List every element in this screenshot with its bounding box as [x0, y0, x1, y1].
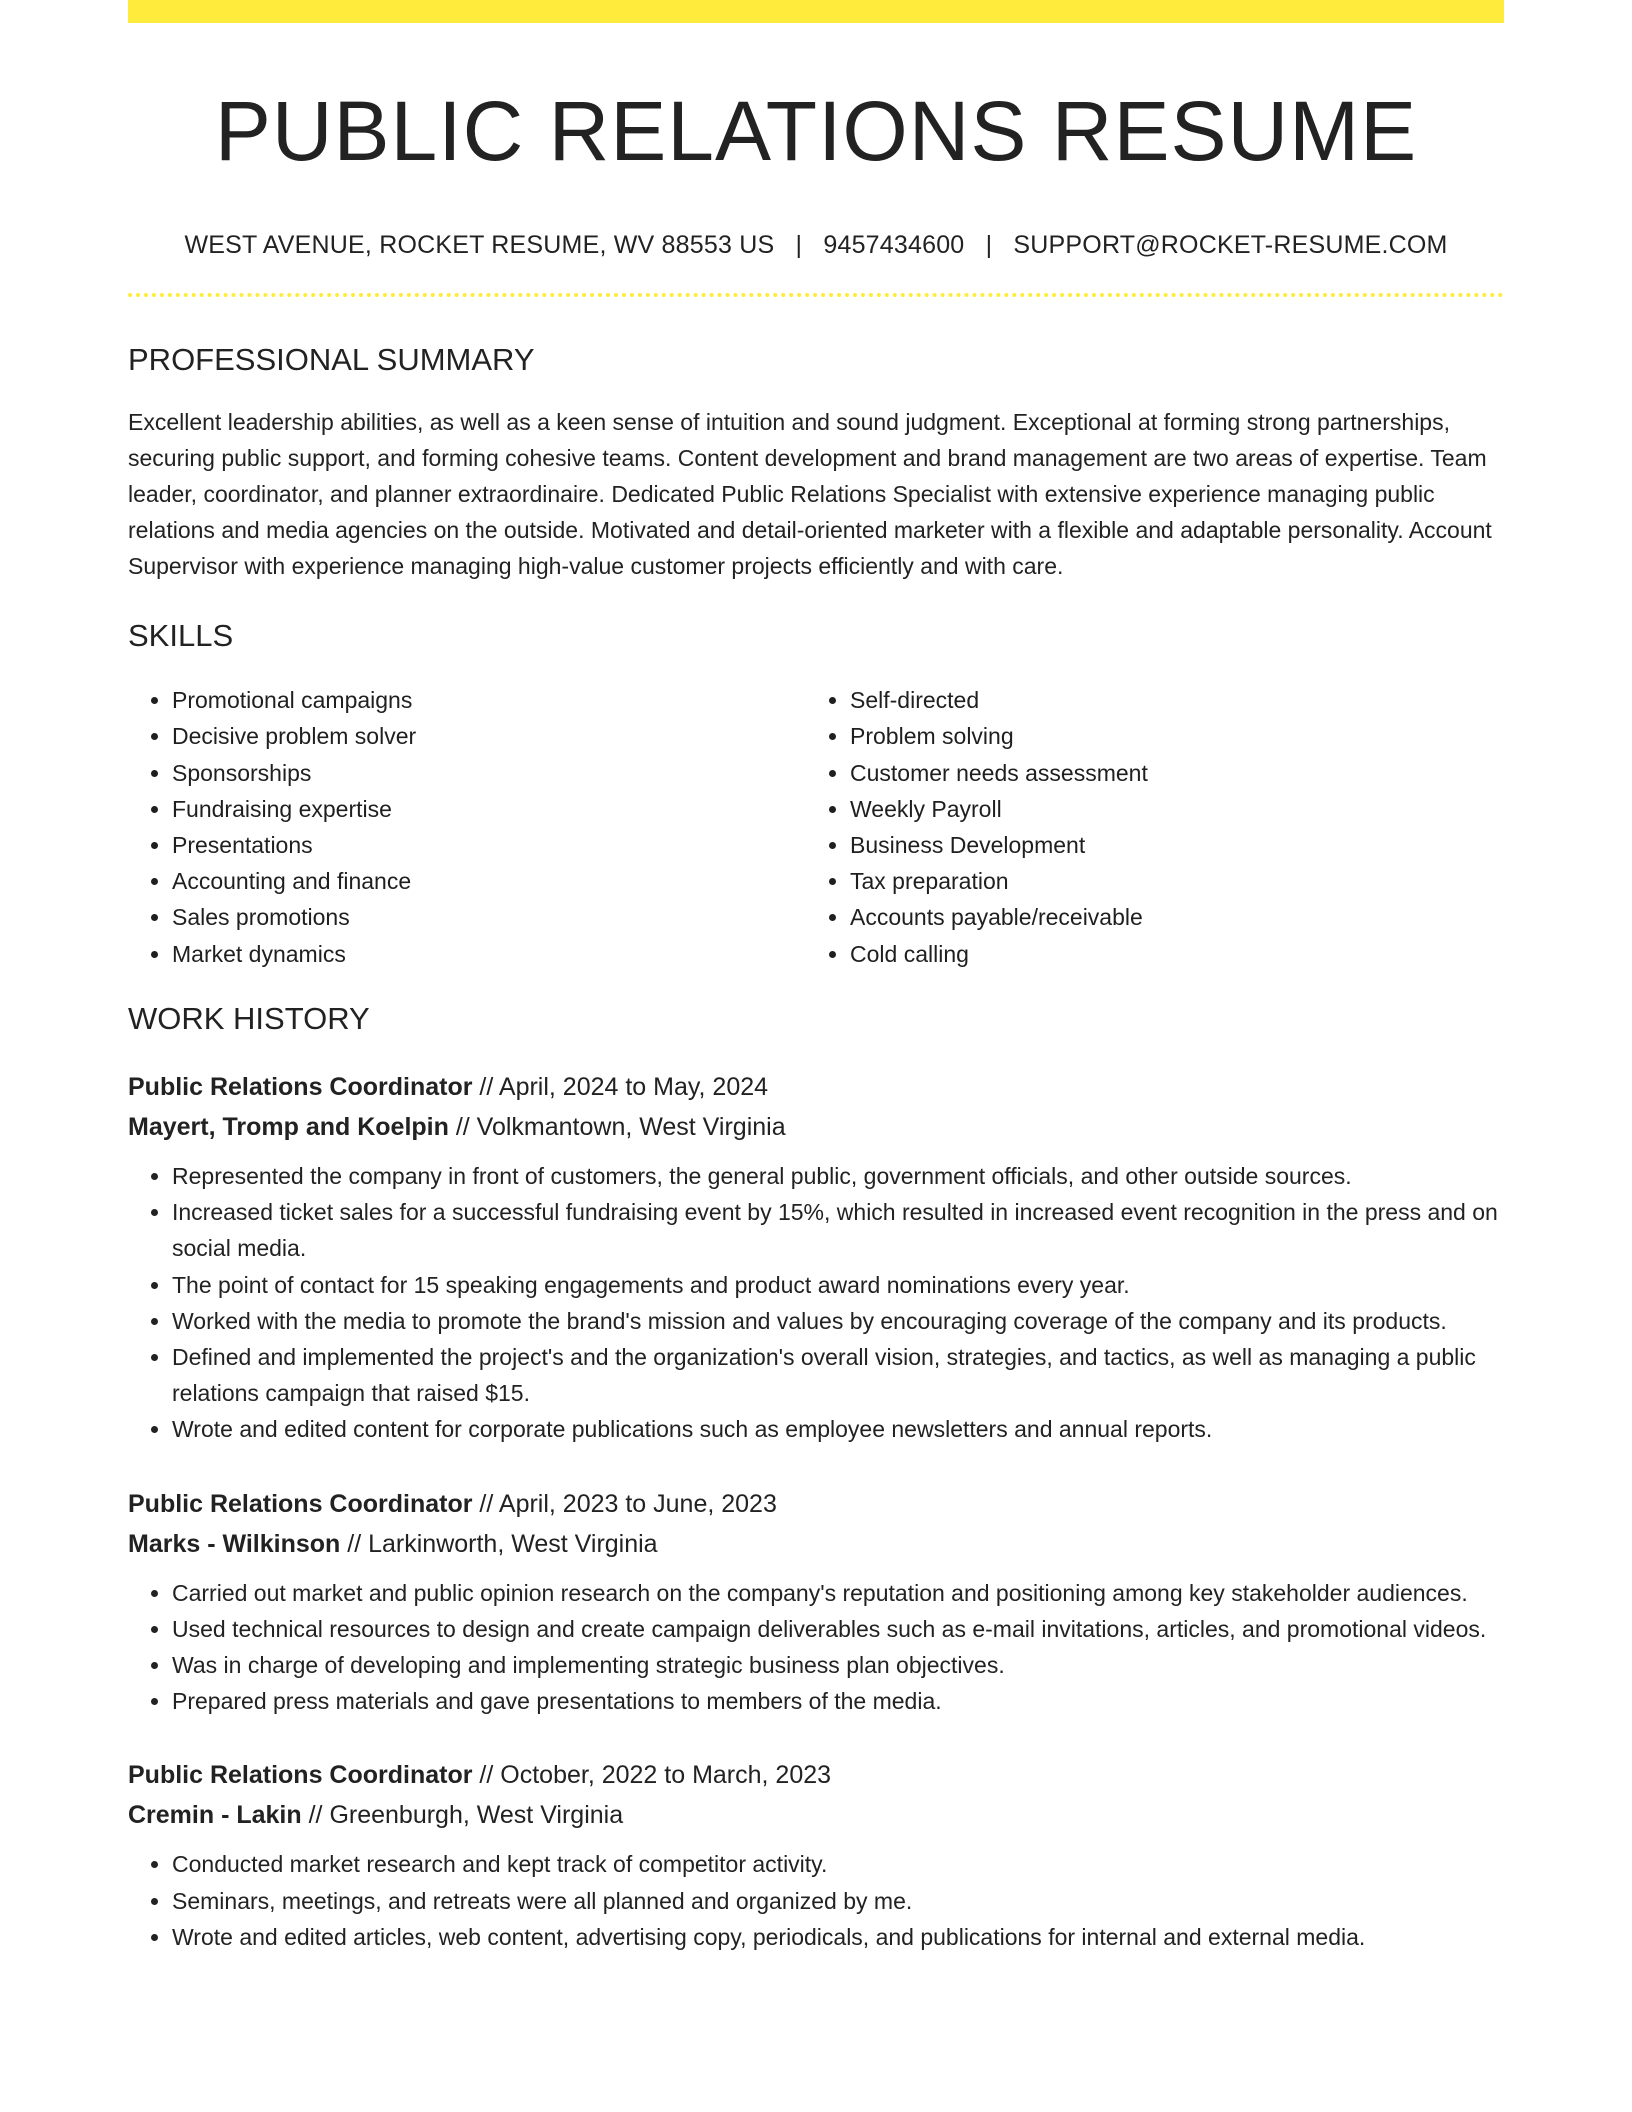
job-bullets: [128, 1575, 1504, 1720]
job-entry: [128, 1067, 1504, 1448]
dotted-divider: [128, 293, 1504, 297]
list-item: • Market dynamics: [172, 936, 806, 972]
contact-phone: 9457434600: [823, 230, 965, 259]
list-item: • Fundraising expertise: [172, 791, 806, 827]
job-title-line: [128, 1484, 1504, 1524]
contact-separator: |: [795, 230, 803, 259]
list-item: • Worked with the media to promote the brand's mission and values by encouraging coverage of the company and its products.: [172, 1303, 1504, 1339]
contact-line: [128, 230, 1504, 260]
list-item: • Weekly Payroll: [850, 791, 1484, 827]
list-item: • Decisive problem solver: [172, 718, 806, 754]
skills-list-right: [806, 682, 1484, 972]
list-item: • Promotional campaigns: [172, 682, 806, 718]
summary-text: Excellent leadership abilities, as well as a keen sense of intuition and sound judgment. Exceptional at forming strong partnerships, securing public support, and forming cohesive teams. Content development and brand management are two areas of expertise. Team leader, coordinator, and planner extraordinaire. Dedicated Public Relations Specialist with extensive experience managing public relations and media agencies on the outside. Motivated and detail-oriented marketer with a flexible and adaptable personality. Account Supervisor with experience managing high-value customer projects efficiently and with care.: [128, 408, 1492, 579]
list-item: • Wrote and edited articles, web content, advertising copy, periodicals, and publications for internal and external media.: [172, 1919, 1504, 1955]
list-item: • Sponsorships: [172, 755, 806, 791]
list-item: • Sales promotions: [172, 899, 806, 935]
job-role: Public Relations Coordinator: [128, 1489, 473, 1518]
job-company-line: [128, 1795, 1504, 1835]
list-item: • Wrote and edited content for corporate publications such as employee newsletters and annual reports.: [172, 1411, 1504, 1447]
job-company: Mayert, Tromp and Koelpin: [128, 1112, 449, 1141]
contact-address: WEST AVENUE, ROCKET RESUME, WV 88553 US: [184, 230, 775, 259]
resume-name: PUBLIC RELATIONS RESUME: [214, 84, 1418, 178]
list-item: • Presentations: [172, 827, 806, 863]
list-item: • Business Development: [850, 827, 1484, 863]
job-dates: // April, 2023 to June, 2023: [472, 1489, 777, 1518]
list-item: • Prepared press materials and gave presentations to members of the media.: [172, 1683, 1504, 1719]
list-item: • Problem solving: [850, 718, 1484, 754]
list-item: • Accounts payable/receivable: [850, 899, 1484, 935]
list-item: • Self-directed: [850, 682, 1484, 718]
list-item: • Accounting and finance: [172, 863, 806, 899]
resume-page: [128, 0, 1504, 1955]
job-company: Marks - Wilkinson: [128, 1529, 341, 1558]
job-location: // Greenburgh, West Virginia: [301, 1801, 624, 1830]
contact-email: SUPPORT@ROCKET-RESUME.COM: [1013, 230, 1448, 259]
list-item: • Used technical resources to design and create campaign deliverables such as e-mail invitations, articles, and promotional videos.: [172, 1611, 1504, 1647]
job-company-line: [128, 1524, 1504, 1564]
list-item: • Was in charge of developing and implementing strategic business plan objectives.: [172, 1647, 1504, 1683]
skills-heading: SKILLS: [128, 617, 234, 653]
job-dates: // April, 2024 to May, 2024: [472, 1072, 769, 1101]
list-item: • Cold calling: [850, 936, 1484, 972]
work-history-heading: WORK HISTORY: [128, 1000, 370, 1036]
list-item: • Defined and implemented the project's and the organization's overall vision, strategies, and tactics, as well as managing a public relations campaign that raised $15.: [172, 1339, 1504, 1411]
job-entry: [128, 1484, 1504, 1720]
summary-heading: PROFESSIONAL SUMMARY: [128, 341, 535, 377]
list-item: • The point of contact for 15 speaking engagements and product award nominations every year.: [172, 1267, 1504, 1303]
job-entry: [128, 1755, 1504, 1955]
contact-separator: |: [985, 230, 993, 259]
job-bullets: [128, 1846, 1504, 1955]
job-company: Cremin - Lakin: [128, 1801, 302, 1830]
list-item: • Tax preparation: [850, 863, 1484, 899]
job-company-line: [128, 1107, 1504, 1147]
job-title-line: [128, 1067, 1504, 1107]
work-history-list: [128, 1067, 1504, 1955]
job-role: Public Relations Coordinator: [128, 1761, 473, 1790]
list-item: • Conducted market research and kept track of competitor activity.: [172, 1846, 1504, 1882]
skills-columns: [128, 682, 1504, 972]
job-location: // Larkinworth, West Virginia: [340, 1529, 658, 1558]
list-item: • Increased ticket sales for a successful fundraising event by 15%, which resulted in increased event recognition in the press and on social media.: [172, 1194, 1504, 1266]
accent-top-bar: [128, 0, 1504, 23]
list-item: • Seminars, meetings, and retreats were all planned and organized by me.: [172, 1883, 1504, 1919]
list-item: • Carried out market and public opinion research on the company's reputation and positioning among key stakeholder audiences.: [172, 1575, 1504, 1611]
list-item: • Represented the company in front of customers, the general public, government officials, and other outside sources.: [172, 1158, 1504, 1194]
job-bullets: [128, 1158, 1504, 1448]
job-location: // Volkmantown, West Virginia: [448, 1112, 786, 1141]
job-role: Public Relations Coordinator: [128, 1072, 473, 1101]
job-dates: // October, 2022 to March, 2023: [472, 1761, 832, 1790]
list-item: • Customer needs assessment: [850, 755, 1484, 791]
skills-list-left: [128, 682, 806, 972]
job-title-line: [128, 1755, 1504, 1795]
